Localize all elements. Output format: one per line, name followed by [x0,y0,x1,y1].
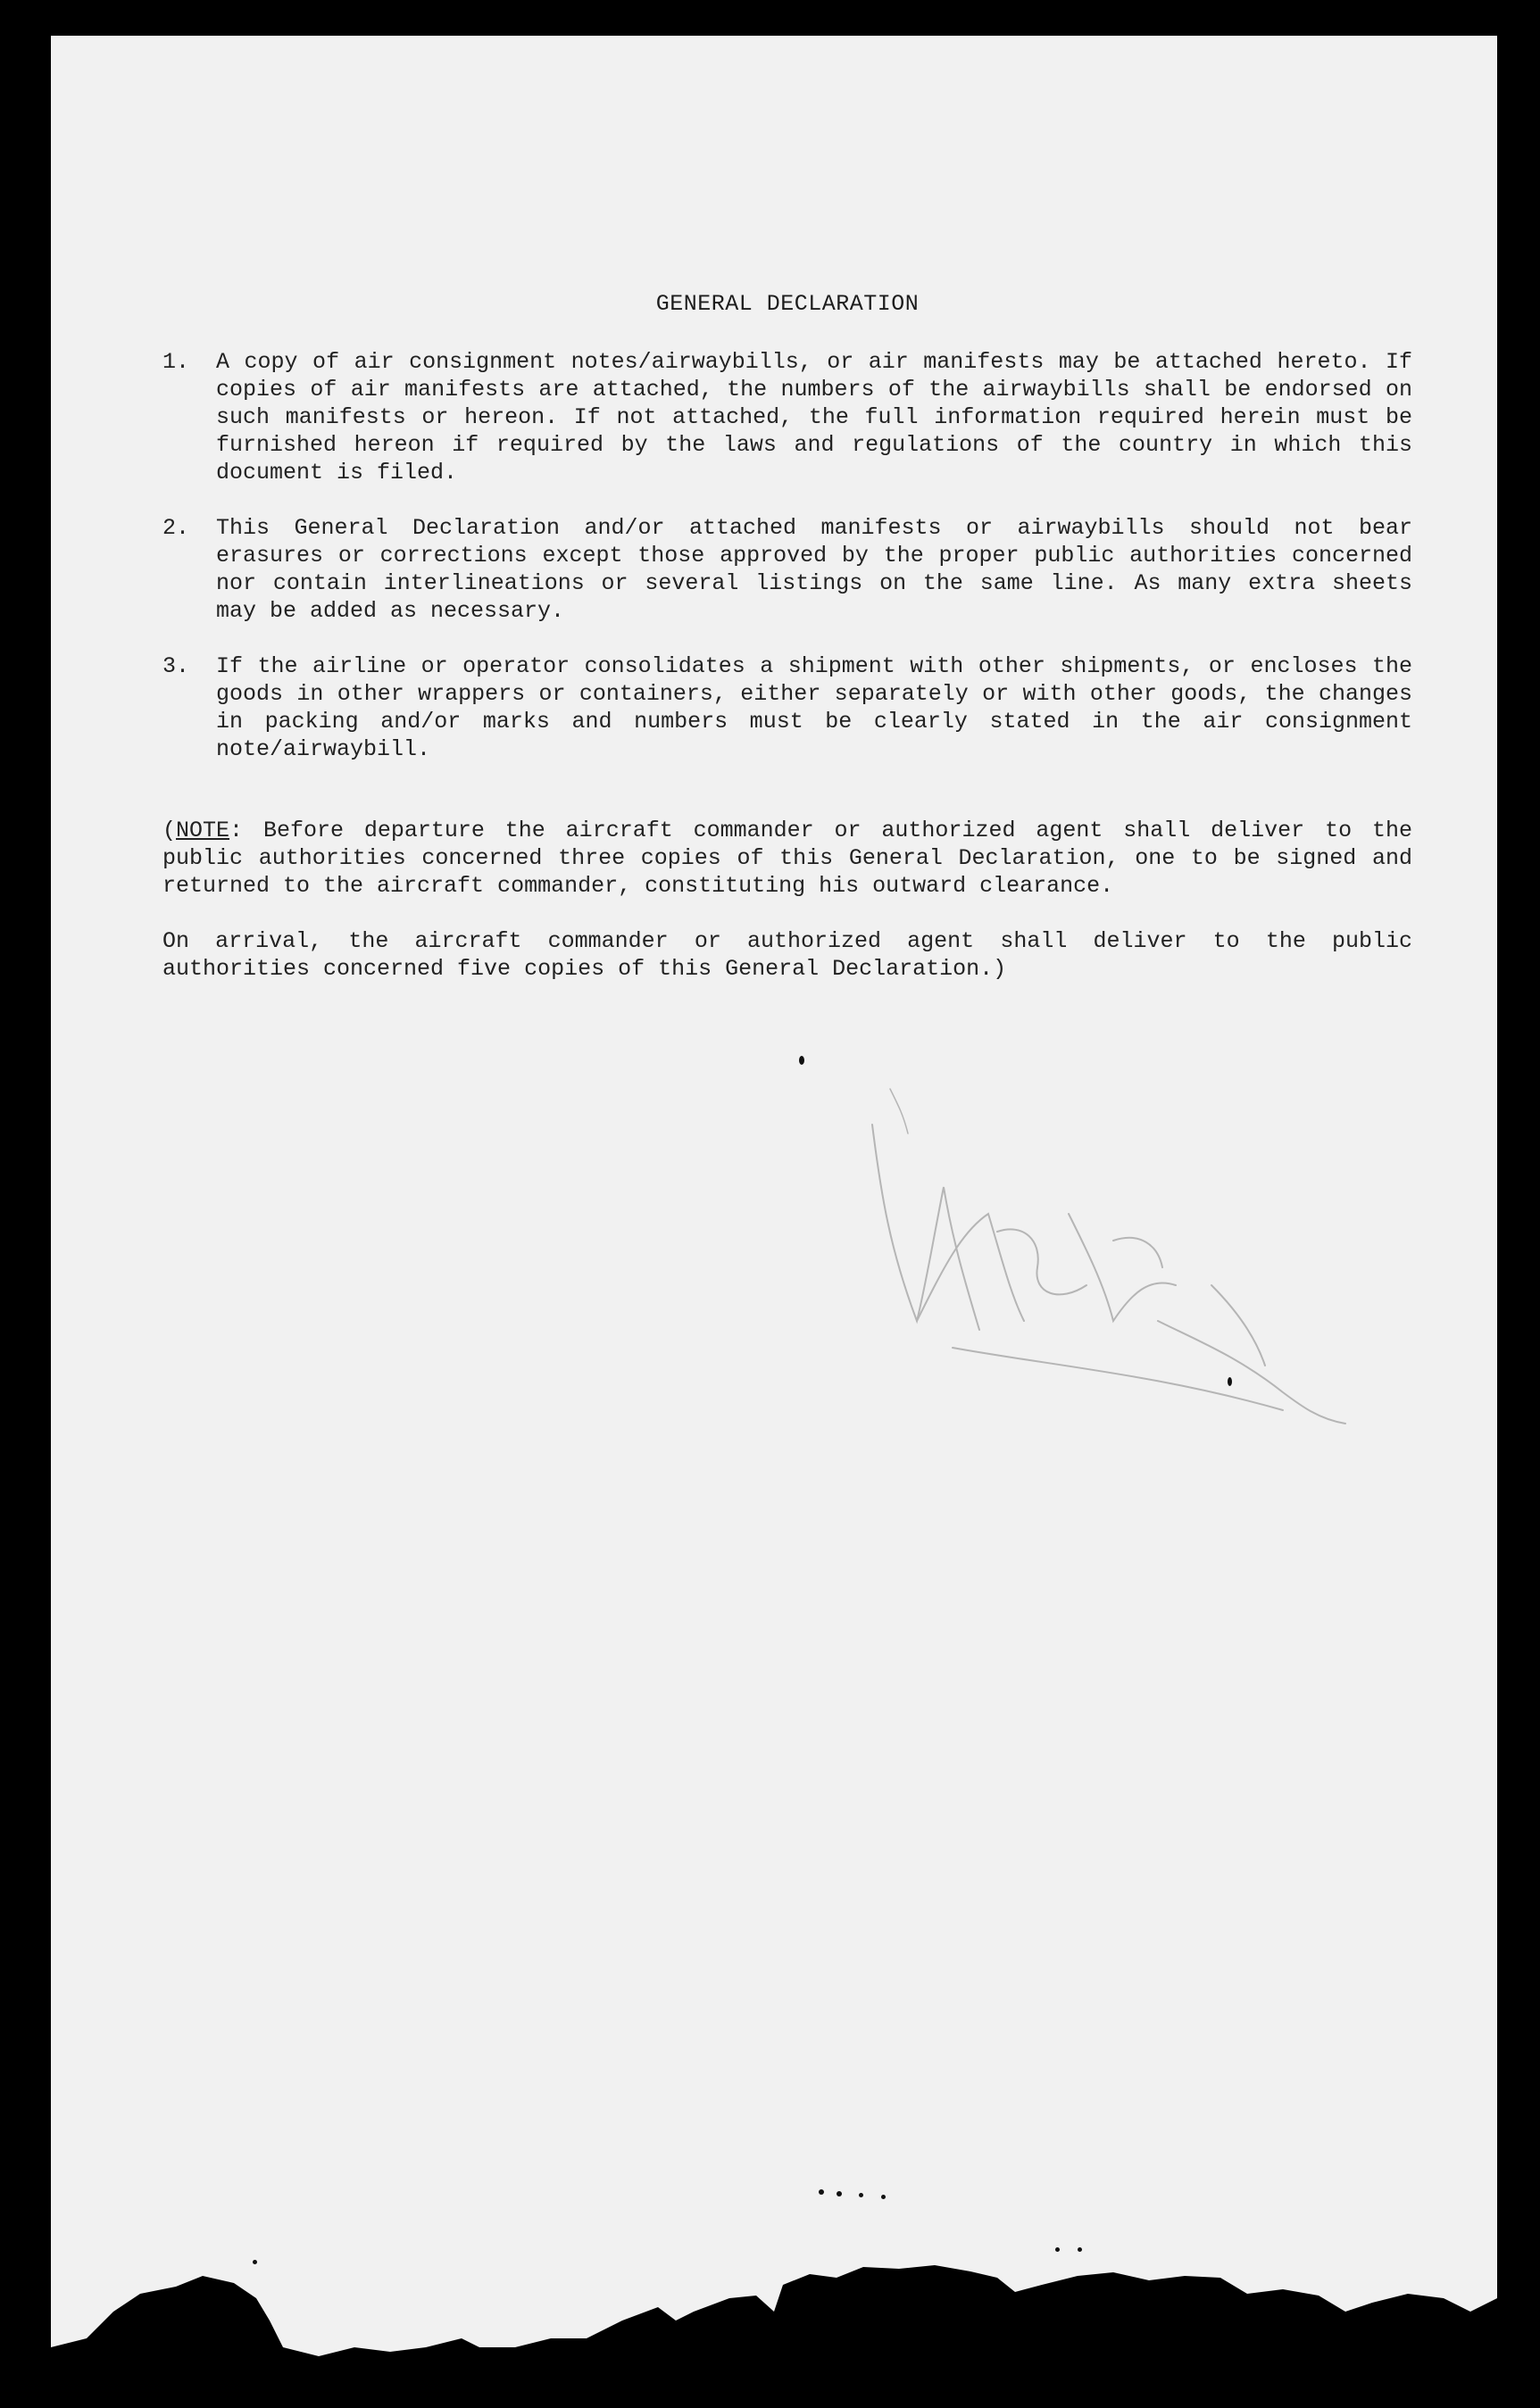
signature-mark [819,1053,1390,1428]
document-page [51,36,1497,2374]
item-number: 1. [162,349,190,375]
item-number: 2. [162,515,190,541]
torn-edge [51,2213,1497,2374]
list-item [162,348,1412,486]
item-text: A copy of air consignment notes/airwaybills, or air manifests may be attached hereto. If copies of air manifests are attached, the numbers of the airwaybills shall be endorsed on such manifests or hereon. If not attached, the full information required herein must be furnished hereon if required by the laws and regulations of the country in which this document is filed. [216,349,1412,486]
item-number: 3. [162,653,190,679]
note-text: Before departure the aircraft commander or authorized agent shall deliver to the public authorities concerned three copies of this General Declaration, one to be signed and returned to the aircraft commander, constituting his outward clearance. [162,818,1412,899]
document-title: GENERAL DECLARATION [655,291,920,317]
ink-speck [819,2189,824,2195]
ink-speck [837,2191,842,2196]
note-open-paren: ( [162,818,177,843]
item-text: If the airline or operator consolidates a shipment with other shipments, or encloses the goods in other wrappers or containers, either separately or with other goods, the changes in packing and/or marks and numbers must be clearly stated in the air consignment note/airwaybill. [216,653,1412,762]
ink-speck [1228,1377,1232,1386]
arrival-paragraph: On arrival, the aircraft commander or authorized agent shall deliver to the public authorities concerned five copies of this General Declaration.) [162,928,1412,982]
item-text: This General Declaration and/or attached manifests or airwaybills should not bear erasures or corrections except those approved by the proper public authorities concerned nor contain interlineations or several listings on the same line. As many extra sheets may be added as necessary. [216,515,1412,624]
list-item [162,514,1412,625]
note-paragraph [162,817,1412,900]
ink-speck [859,2193,863,2197]
note-label: NOTE [176,818,230,843]
ink-speck [881,2195,886,2199]
list-item [162,652,1412,763]
note-colon: : [229,818,244,843]
ink-speck [799,1056,804,1065]
document-body [162,290,1412,983]
